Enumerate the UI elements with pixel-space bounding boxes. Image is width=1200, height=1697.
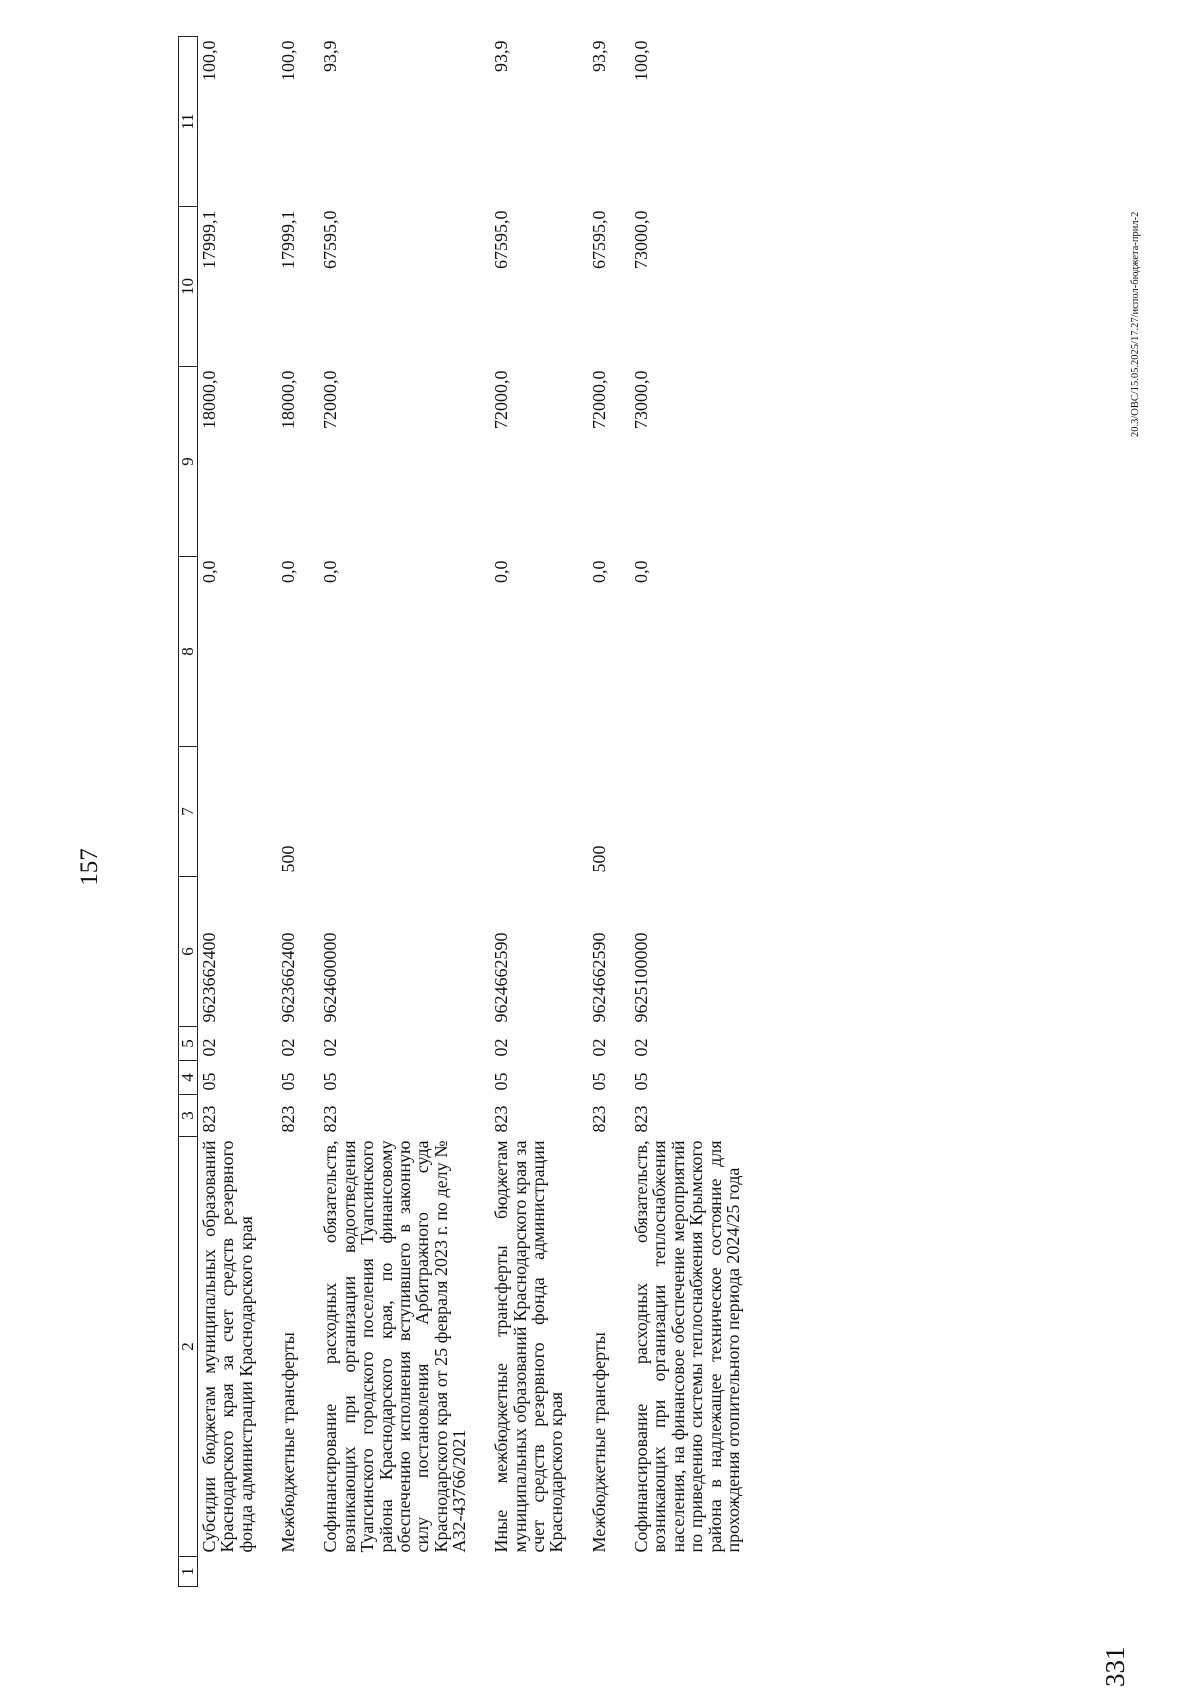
cell-num [630, 1557, 764, 1587]
sheet-number: 331 [1100, 1646, 1130, 1687]
cell-col11: 93,9 [491, 40, 512, 72]
cell-col11: 93,9 [588, 40, 609, 72]
cell-num [490, 1557, 587, 1587]
cell-col8: 0,0 [588, 560, 609, 583]
cell-col10: 67595,0 [491, 210, 512, 269]
column-header: 8 [179, 557, 198, 747]
cell-col9: 72000,0 [491, 370, 512, 429]
cell-section: 05 [588, 1072, 609, 1091]
cell-col8: 0,0 [278, 560, 299, 583]
cell-target-article: 9624662590 [491, 932, 512, 1023]
cell-expense-type [490, 747, 587, 877]
cell-ministry-code: 823 [320, 1105, 341, 1133]
column-header: 3 [179, 1095, 198, 1137]
cell-col9: 73000,0 [631, 370, 652, 429]
cell-section: 05 [199, 1072, 219, 1091]
cell-subsection: 02 [631, 1038, 652, 1057]
cell-num [319, 1557, 490, 1587]
cell-description: Софинансирование расходных обязательств, возникающих при организации теплоснабжения населения, на финансовое обеспечение мероприятий по приведению системы теплоснабжения Крымского района в надлежащее техническое состояние для прохождения отопительного периода 2024/25 года [631, 1140, 743, 1553]
cell-ministry-code: 823 [278, 1105, 299, 1133]
column-header: 2 [179, 1137, 198, 1557]
cell-description: Софинансирование расходных обязательств, возникающих при организации водоотведения Туапсинского городского поселения Туапсинского района Краснодарского края, по финансовому обеспечению исполнения вступившего в законную силу постановления Арбитражного суда Краснодарского края от 25 февраля 2023 г. по делу № А32-43766/2021 [320, 1140, 469, 1553]
cell-subsection: 02 [278, 1038, 299, 1057]
document-code: 20.3/ОВС/15.05.2025/17.27/испол-бюджета-прил-2 [1130, 211, 1141, 437]
cell-section: 05 [320, 1072, 341, 1091]
cell-col8: 0,0 [320, 560, 341, 583]
cell-description: Межбюджетные трансферты [278, 1332, 299, 1553]
cell-expense-type [198, 747, 278, 877]
cell-target-article: 9624662590 [588, 932, 609, 1023]
cell-col10: 17999,1 [278, 210, 299, 269]
cell-expense-type: 500 [278, 845, 299, 873]
cell-ministry-code: 823 [631, 1105, 652, 1133]
column-header: 5 [179, 1027, 198, 1061]
column-header: 1 [179, 1557, 198, 1587]
cell-col8: 0,0 [491, 560, 512, 583]
cell-col9: 18000,0 [278, 370, 299, 429]
cell-target-article: 9623662400 [199, 932, 219, 1023]
cell-num [198, 1557, 278, 1587]
column-header: 10 [179, 207, 198, 367]
table-row [588, 37, 630, 1587]
column-number-row [179, 37, 198, 1587]
column-header: 4 [179, 1061, 198, 1095]
table-row [277, 37, 319, 1587]
table-row [319, 37, 490, 1587]
budget-table [178, 36, 764, 1587]
cell-ministry-code: 823 [491, 1105, 512, 1133]
column-header: 9 [179, 367, 198, 557]
cell-col9: 72000,0 [588, 370, 609, 429]
column-header: 7 [179, 747, 198, 877]
column-header: 6 [179, 877, 198, 1027]
cell-target-article: 9624600000 [320, 932, 341, 1023]
cell-description: Субсидии бюджетам муниципальных образований Краснодарского края за счет средств резервного фонда администрации Краснодарского края [199, 1140, 256, 1553]
cell-target-article: 9625100000 [631, 932, 652, 1023]
cell-subsection: 02 [199, 1038, 219, 1057]
cell-col8: 0,0 [199, 560, 219, 583]
cell-section: 05 [491, 1072, 512, 1091]
cell-section: 05 [278, 1072, 299, 1091]
cell-expense-type [319, 747, 490, 877]
cell-col10: 17999,1 [199, 210, 219, 269]
table-row [490, 37, 587, 1587]
cell-ministry-code: 823 [199, 1105, 219, 1133]
cell-ministry-code: 823 [588, 1105, 609, 1133]
cell-col10: 73000,0 [631, 210, 652, 269]
cell-num [277, 1557, 319, 1587]
cell-col11: 100,0 [199, 40, 219, 81]
cell-subsection: 02 [588, 1038, 609, 1057]
cell-target-article: 9623662400 [278, 932, 299, 1023]
cell-num [588, 1557, 630, 1587]
cell-col11: 93,9 [320, 40, 341, 72]
cell-col9: 18000,0 [199, 370, 219, 429]
cell-expense-type: 500 [588, 845, 609, 873]
cell-subsection: 02 [491, 1038, 512, 1057]
cell-expense-type [630, 747, 764, 877]
cell-section: 05 [631, 1072, 652, 1091]
cell-col9: 72000,0 [320, 370, 341, 429]
cell-description: Межбюджетные трансферты [588, 1332, 609, 1553]
cell-col8: 0,0 [631, 560, 652, 583]
cell-subsection: 02 [320, 1038, 341, 1057]
cell-col10: 67595,0 [588, 210, 609, 269]
cell-col11: 100,0 [631, 40, 652, 81]
cell-col10: 67595,0 [320, 210, 341, 269]
table-row [630, 37, 764, 1587]
column-header: 11 [179, 37, 198, 207]
cell-description: Иные межбюджетные трансферты бюджетам муниципальных образований Краснодарского края за счет средств резервного фонда администрации Краснодарского края [491, 1140, 567, 1553]
cell-col11: 100,0 [278, 40, 299, 81]
page-number-top: 157 [76, 848, 103, 886]
table-row [198, 37, 278, 1587]
